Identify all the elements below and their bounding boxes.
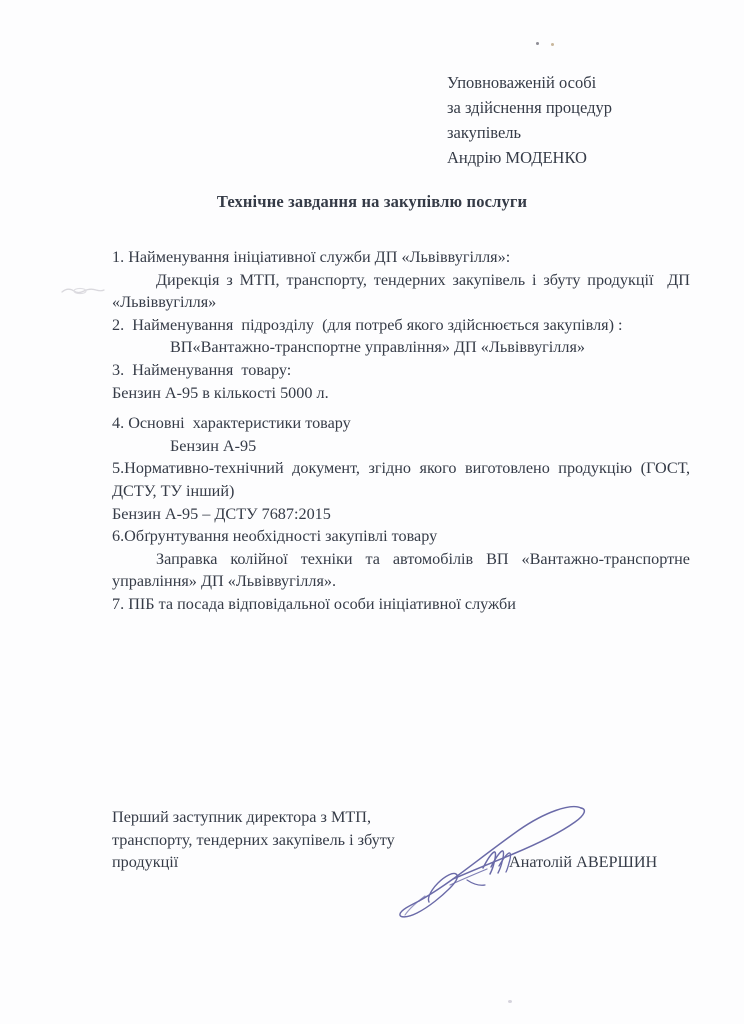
scan-smudge-icon [58, 285, 106, 297]
body-line-8: Бензин А-95 [170, 436, 257, 455]
body-line-7: 4. Основні характеристики товару [112, 414, 351, 433]
scan-speck-icon [508, 1000, 512, 1003]
signatory-role: Перший заступник директора з МТП, транспорту, тендерних закупівель і збуту продукції [112, 808, 395, 871]
body-line-2: Дирекція з МТП, транспорту, тендерних закупівель і збуту продукції ДП «Львіввугілля» [112, 270, 695, 312]
addressee-block [447, 70, 707, 170]
body-line-13: 7. ПІБ та посада відповідальної особи ініціативної служби [112, 594, 516, 613]
addressee-line: Андрію МОДЕНКО [447, 148, 587, 167]
document-body [112, 246, 695, 616]
body-line-12: Заправка колійної техніки та автомобілів ВП «Вантажно-транспортне управління» ДП «Львіввугілля». [112, 549, 695, 591]
page-title: Технічне завдання на закупівлю послуги [216, 192, 528, 211]
body-line-11: 6.Обґрунтування необхідності закупівлі товару [112, 527, 438, 546]
addressee-line: закупівель [447, 123, 522, 142]
scan-speck-icon [536, 42, 539, 45]
body-spacer [112, 404, 690, 412]
addressee-line: Уповноваженій особі [447, 73, 597, 92]
body-line-10: Бензин А-95 – ДСТУ 7687:2015 [112, 504, 331, 523]
body-line-9: 5.Нормативно-технічний документ, згідно якого виготовлено продукцію (ГОСТ, ДСТУ, ТУ інший) [112, 459, 695, 500]
body-line-5: 3. Найменування товару: [112, 360, 292, 379]
body-line-6: Бензин А-95 в кількості 5000 л. [112, 383, 329, 402]
signatory-name: Анатолій АВЕРШИН [509, 853, 658, 871]
body-line-3: 2. Найменування підрозділу (для потреб якого здійснюється закупівля) : [112, 315, 623, 334]
body-line-4: ВП«Вантажно-транспортне управління» ДП «Львіввугілля» [170, 338, 586, 357]
scan-speck-icon [551, 43, 554, 46]
body-line-1: 1. Найменування ініціативної служби ДП «Львіввугілля»: [112, 248, 511, 266]
addressee-line: за здійснення процедур [447, 98, 613, 117]
